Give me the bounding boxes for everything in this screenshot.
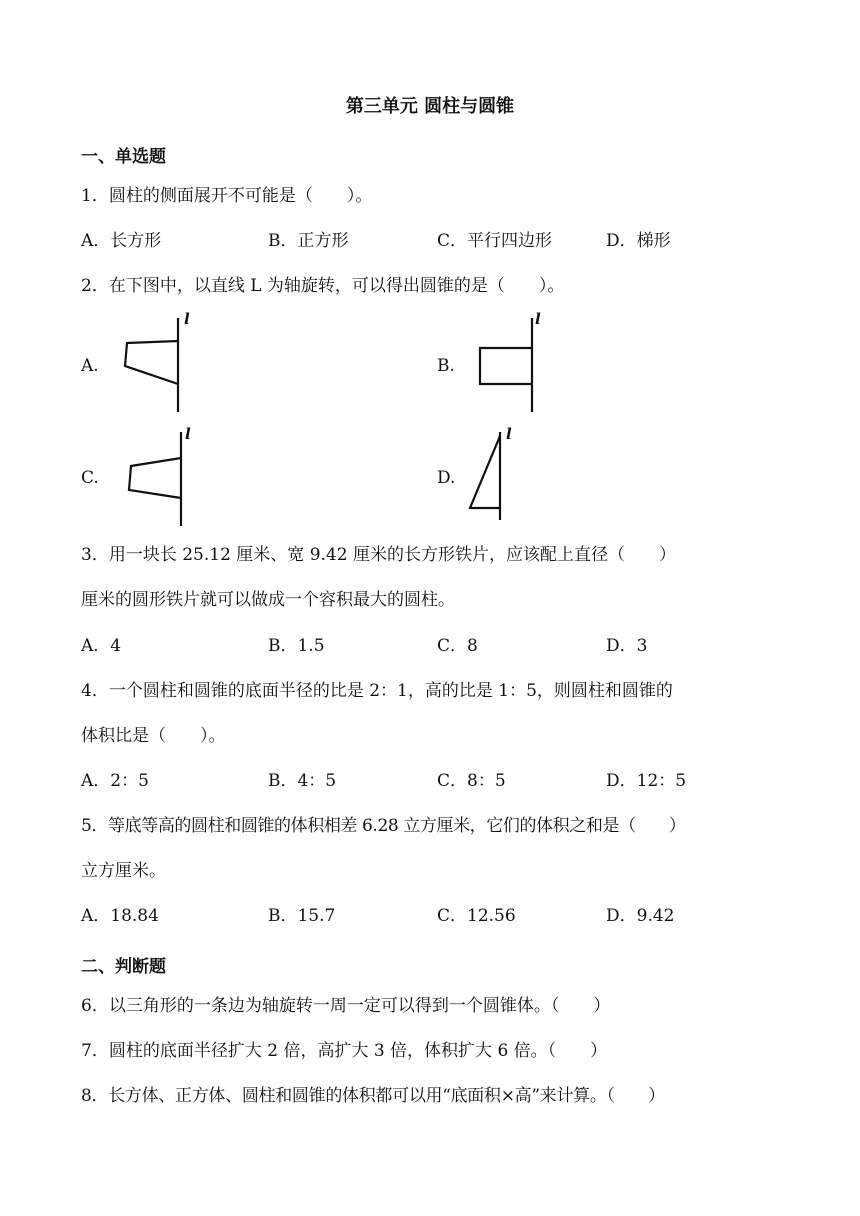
question-2-stem: 2．在下图中，以直线 L 为轴旋转，可以得出圆锥的是（ ）。 [81,276,565,296]
figure-a-trapezoid-diagram [115,312,205,417]
figure-c-label: C. [81,468,99,488]
figure-d-triangle-diagram [462,428,552,533]
question-5-option-c: C．12.56 [437,906,516,926]
figure-d-label: D. [437,468,456,488]
question-4-stem-line-1: 4．一个圆柱和圆锥的底面半径的比是 2：1，高的比是 1：5，则圆柱和圆锥的 [81,681,673,701]
question-3-stem-line-1: 3．用一块长 25.12 厘米、宽 9.42 厘米的长方形铁片，应该配上直径（ ） [81,545,676,565]
question-5-stem-line-1: 5．等底等高的圆柱和圆锥的体积相差 6.28 立方厘米，它们的体积之和是（ ） [81,816,686,836]
question-4-option-b: B．4：5 [268,771,337,791]
figure-a-label: A. [81,356,99,376]
question-4-option-a: A．2：5 [81,771,149,791]
question-5-option-b: B．15.7 [268,906,336,926]
figure-b-rectangle-diagram [470,312,560,417]
question-4-option-d: D．12：5 [606,771,687,791]
question-6-statement: 6．以三角形的一条边为轴旋转一周一定可以得到一个圆锥体。（ ） [81,996,611,1016]
question-3-stem-line-2: 厘米的圆形铁片就可以做成一个容积最大的圆柱。 [81,590,455,610]
question-3-option-a: A．4 [81,636,122,656]
section-heading-true-false: 二、判断题 [81,957,166,977]
question-4-stem-line-2: 体积比是（ ）。 [81,726,226,746]
question-5-option-d: D．9.42 [606,906,675,926]
question-8-statement: 8．长方体、正方体、圆柱和圆锥的体积都可以用“底面积×高”来计算。（ ） [81,1086,665,1106]
figure-c-trapezoid-diagram [115,428,205,533]
section-heading-single-choice: 一、单选题 [81,147,166,167]
question-7-statement: 7．圆柱的底面半径扩大 2 倍，高扩大 3 倍，体积扩大 6 倍。（ ） [81,1041,608,1061]
question-1-stem: 1．圆柱的侧面展开不可能是（ ）。 [81,186,373,206]
figure-c-axis-label: l [185,425,191,443]
question-5-stem-line-2: 立方厘米。 [81,861,166,881]
question-3-option-b: B．1.5 [268,636,325,656]
figure-d-axis-label: l [506,425,512,443]
page-title: 第三单元 圆柱与圆锥 [345,96,515,117]
question-1-option-d: D．梯形 [606,231,671,251]
question-3-option-d: D．3 [606,636,648,656]
question-4-option-c: C．8：5 [437,771,506,791]
figure-a-axis-label: l [184,310,190,328]
question-5-option-a: A．18.84 [81,906,159,926]
figure-b-label: B. [437,356,455,376]
question-1-option-b: B．正方形 [268,231,349,251]
question-1-option-c: C．平行四边形 [437,231,553,251]
question-1-option-a: A．长方形 [81,231,162,251]
question-3-option-c: C．8 [437,636,478,656]
figure-b-axis-label: l [535,310,541,328]
